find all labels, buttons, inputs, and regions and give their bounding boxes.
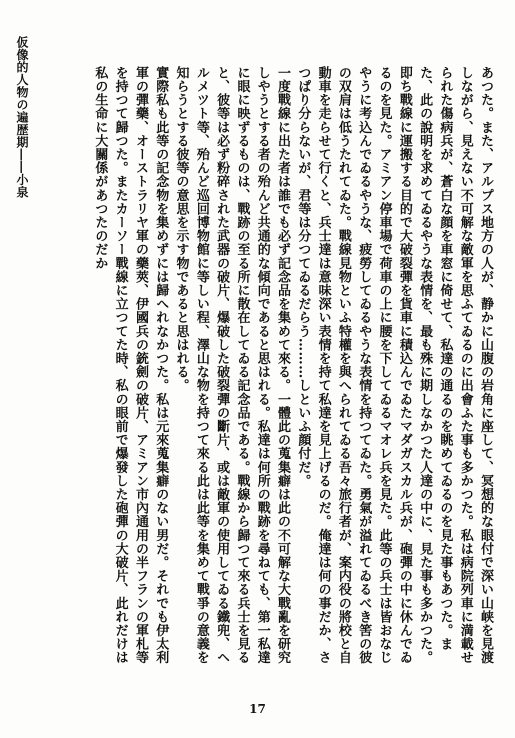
- paragraph: [170, 66, 292, 676]
- paragraph-text: あつた。また、アルプス地方の人が、静かに山腹の岩角に座して、冥想的な眼付で深い山峡を見渡しながら、見えない不可解な敵軍を思ふてゐるのに出會ふた事も多かつた。私は病院列車に満載せられた傷病兵が、蒼白な顔を車窓に倚せて、私達の通るのを眺めてゐるのを見た事もあつた。また、此の說明を求めてゐるやうな表情を、最も殊に期しなかつた人達の中に、見た事も多かつた。即ち戰線に運搬する目的で大破裂彈を貨車に積込んでゐたマダガスカル兵が、砲彈の中に休んでゐるのを見た。アミアン停車場で荷車の上に腰を下してゐるマオレ兵を見た。此等の兵士は皆おなじやうに考込んでゐるやうな、疲勞してゐるやうな表情を持つてゐた。勇氣が溢れてゐるべき筈の彼の双肩は低うたれてゐた。戰線見物といふ特權を與へられてゐる吾々旅行者が、案内役の將校と自動車を走らせて行くと、兵士達は意味深い表情を持て私達を見上げるのだ。俺達は何の事だか、さつぱり分らないが、君等は分つてゐるだらう………しといふ顔付だ。: [295, 66, 493, 665]
- page-number: 17: [249, 702, 266, 716]
- main-text: [40, 66, 495, 676]
- paragraph-text: 一度戰線に出た者は誰でも必ず記念品を集めて來る。一體此の蒐集癖は此の不可解な大戰亂を研究しやうとする者の殆んど共通的な傾向であると思はれる。私達は何所の戰跡を尋ねても、第一私達に眼に映ずるものは、戰跡の至る所に散在してゐる記念品である。戰線から歸つて來る兵士を見ると、彼等は必ず粉碎された武器の破片、爆破した破裂彈の斷片、或は敵軍の使用してゐる鐵兜、ヘルメツト等、殆んど巡回博物館に等しい程、澤山な物を持つて來る此は此等を集めて戰爭の意義を知らうとする彼等の意思を示す物であると思はれる。: [173, 66, 291, 665]
- paragraph-text: 實際私も此等の記念物を集めずには歸へれなかつた。私は元來蒐集癖のない男だ。それでも伊太利軍の彈藥、オーストラリヤ軍の藥莢、伊國兵の銃劍の破片、アミアン市內通用の半フランの軍札等を持つて歸つた。またカーソー戰線に立つてた時、私の眼前で爆發した砲彈の大破片、此れだけは私の生命に大關係があつたのだか: [92, 66, 169, 665]
- running-header: 仮像的人物の遍歴期――小泉: [15, 36, 29, 199]
- paragraph: [89, 66, 170, 676]
- paragraph: [292, 66, 495, 676]
